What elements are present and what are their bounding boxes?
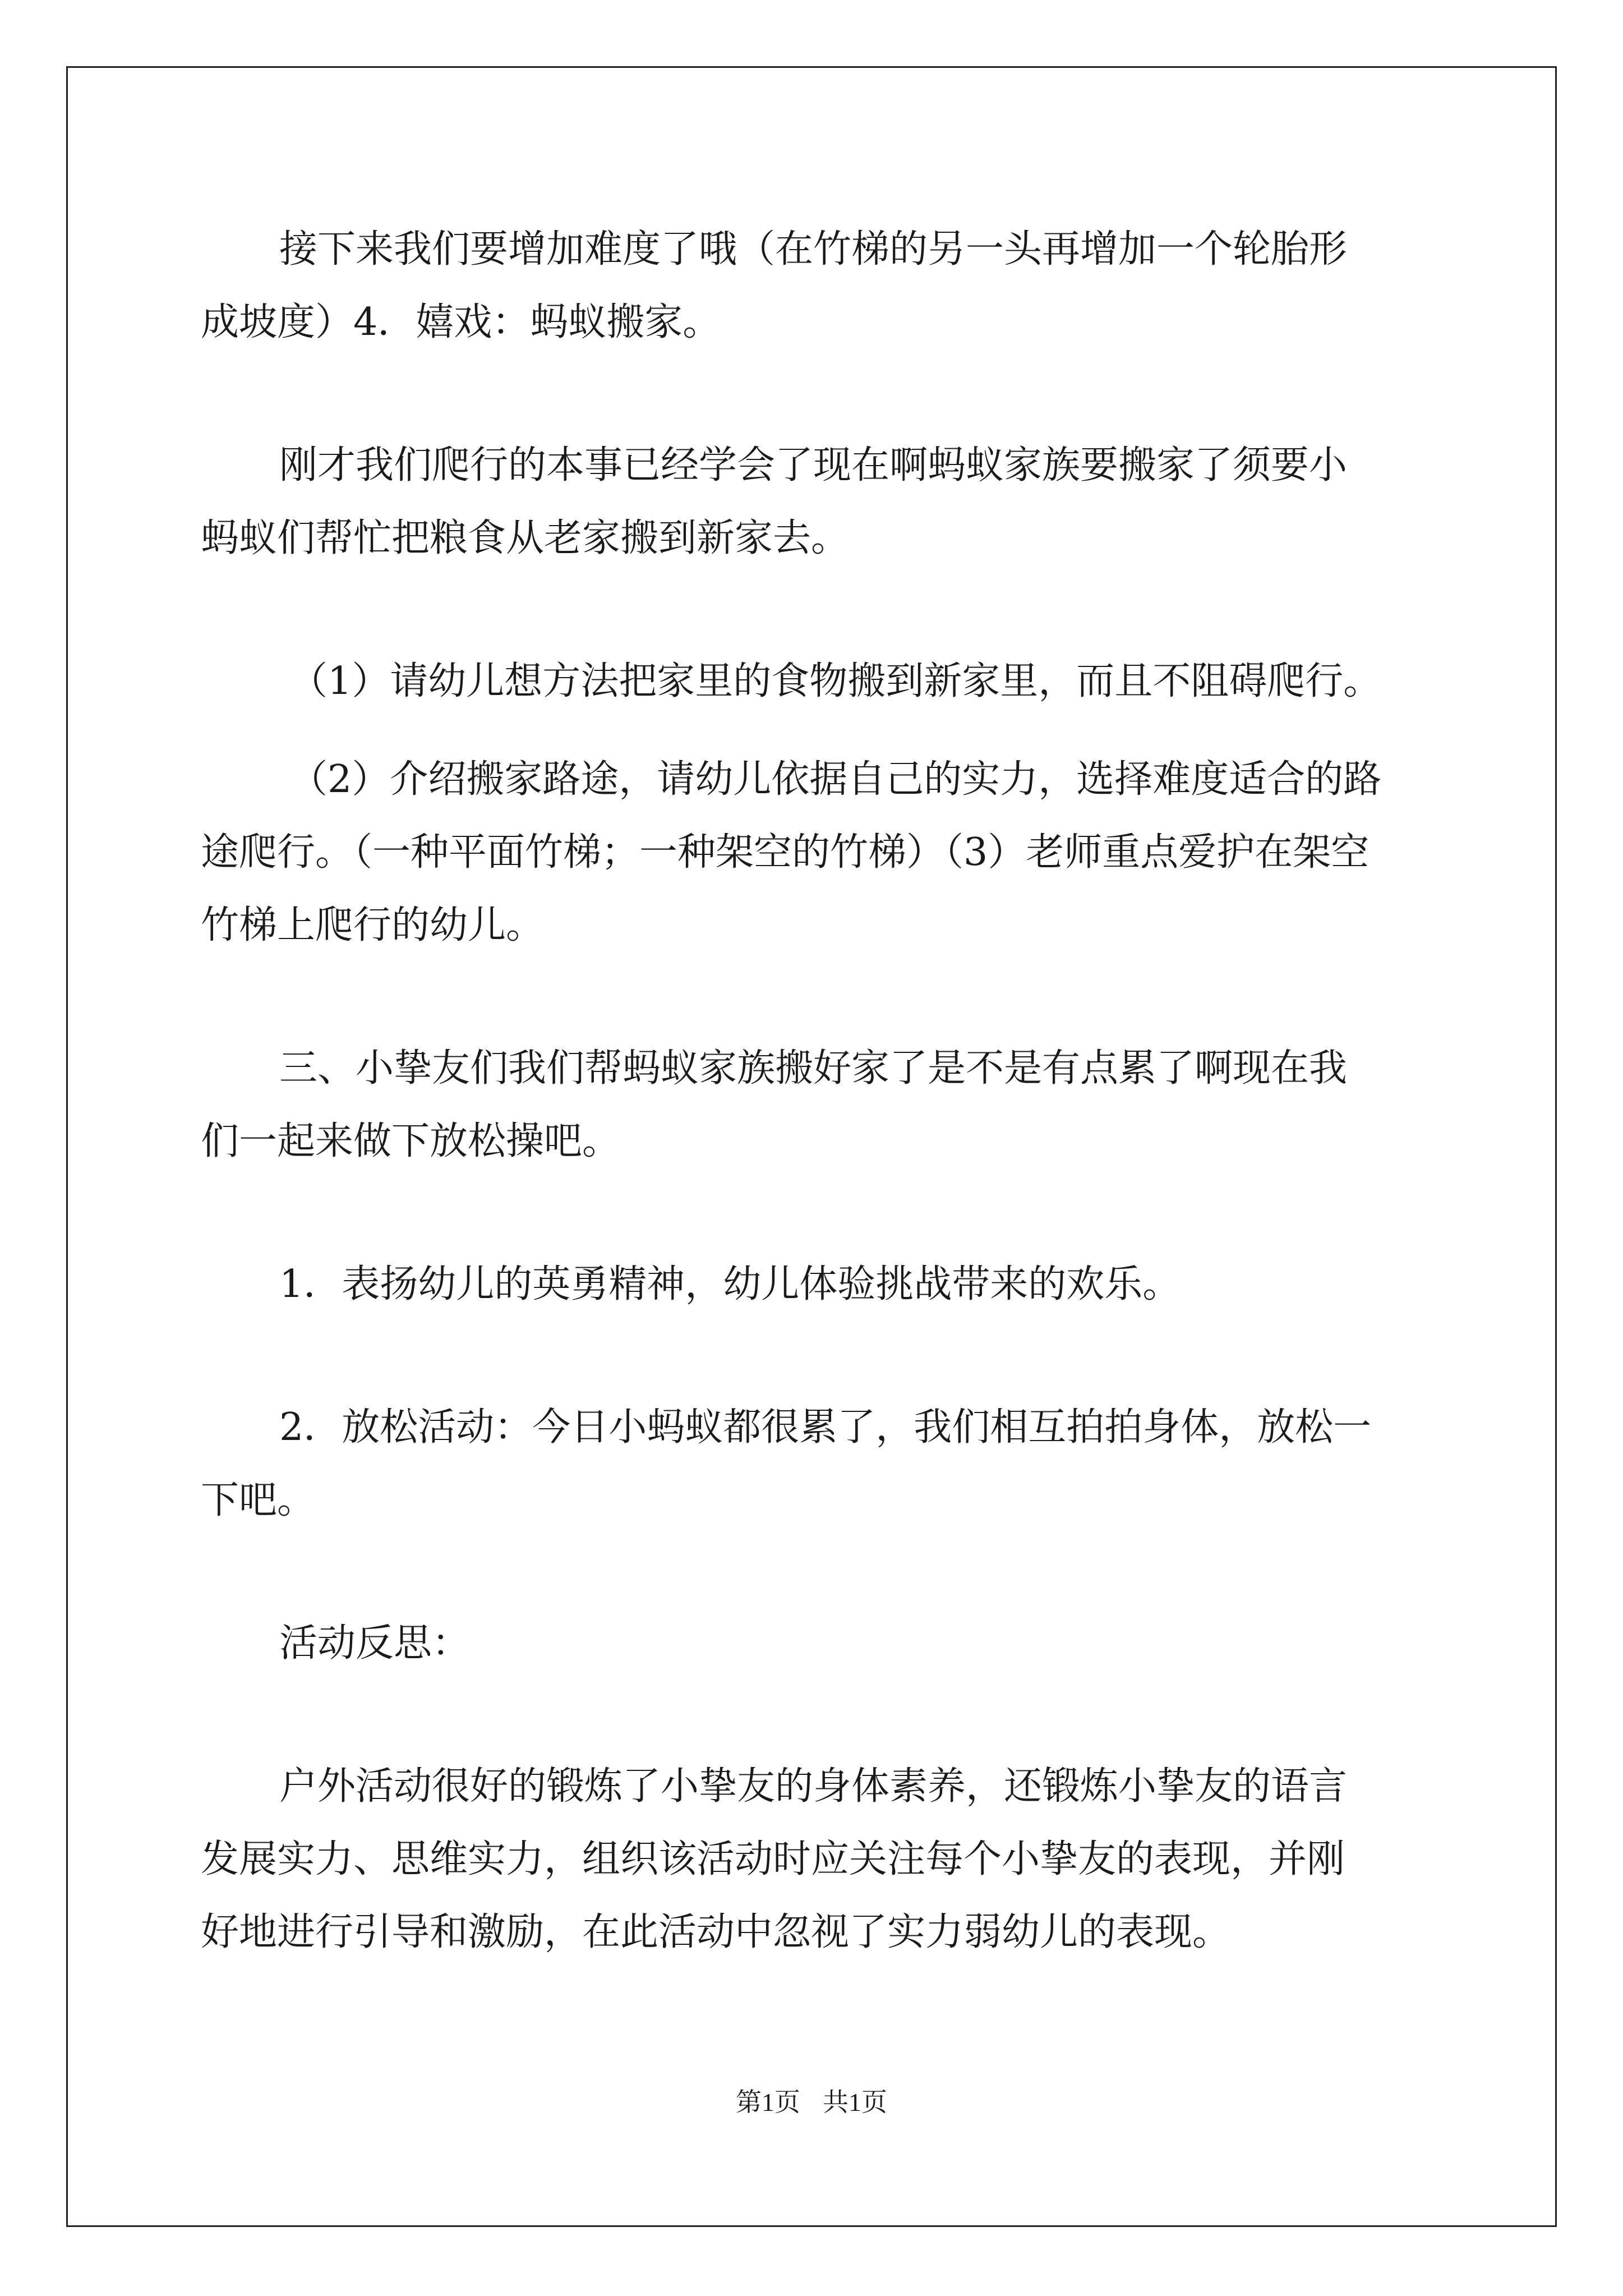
- paragraph-4-line-2: 途爬行。（一种平面竹梯；一种架空的竹梯）（3）老师重点爱护在架空: [201, 830, 1370, 875]
- page-number-current: 第1页: [736, 2088, 800, 2116]
- paragraph-9-line-2: 发展实力、思维实力，组织该活动时应关注每个小挚友的表现，并刚: [201, 1837, 1345, 1881]
- paragraph-1-line-1: 接下来我们要增加难度了哦（在竹梯的另一头再增加一个轮胎形: [279, 227, 1348, 272]
- paragraph-2-line-1: 刚才我们爬行的本事已经学会了现在啊蚂蚁家族要搬家了须要小: [279, 443, 1348, 487]
- paragraph-9-line-3: 好地进行引导和激励，在此活动中忽视了实力弱幼儿的表现。: [201, 1910, 1231, 1954]
- paragraph-4-line-1: （2）介绍搬家路途，请幼儿依据自己的实力，选择难度适合的路: [289, 757, 1382, 802]
- paragraph-8-line-1: 活动反思：: [279, 1621, 471, 1665]
- paragraph-1-line-2: 成坡度）4．嬉戏：蚂蚁搬家。: [201, 300, 721, 344]
- paragraph-2-line-2: 蚂蚁们帮忙把粮食从老家搬到新家去。: [201, 516, 850, 560]
- paragraph-5-line-1: 三、小挚友们我们帮蚂蚁家族搬好家了是不是有点累了啊现在我: [279, 1046, 1348, 1091]
- paragraph-4-line-3: 竹梯上爬行的幼儿。: [201, 903, 545, 947]
- paragraph-6-line-1: 1．表扬幼儿的英勇精神，幼儿体验挑战带来的欢乐。: [279, 1262, 1181, 1306]
- paragraph-3-line-1: （1）请幼儿想方法把家里的食物搬到新家里，而且不阻碍爬行。: [289, 659, 1382, 703]
- paragraph-9-line-1: 户外活动很好的锻炼了小挚友的身体素养，还锻炼小挚友的语言: [279, 1764, 1348, 1809]
- paragraph-7-line-2: 下吧。: [201, 1478, 316, 1522]
- paragraph-7-line-1: 2．放松活动：今日小蚂蚁都很累了，我们相互拍拍身体，放松一: [279, 1405, 1372, 1450]
- page-number-total: 共1页: [823, 2088, 887, 2116]
- paragraph-5-line-2: 们一起来做下放松操吧。: [201, 1119, 621, 1163]
- page-footer: [0, 2087, 1623, 2118]
